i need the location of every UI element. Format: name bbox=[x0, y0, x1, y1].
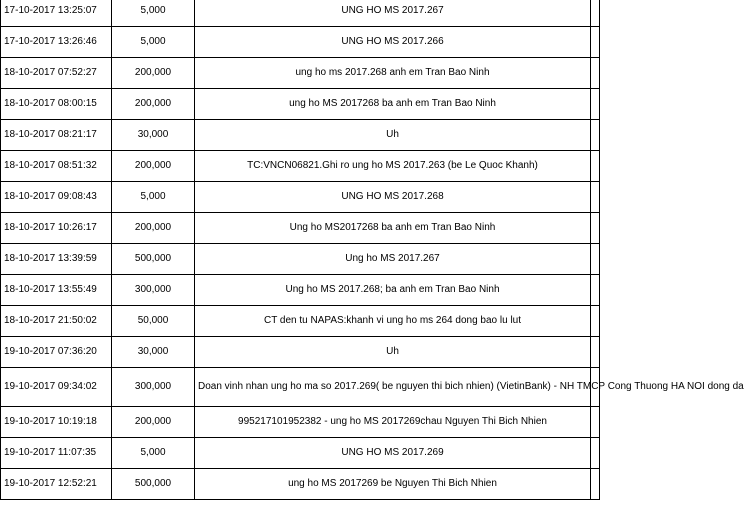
cell-date: 19-10-2017 10:19:18 bbox=[1, 407, 112, 438]
cell-description: TC:VNCN06821.Ghi ro ung ho MS 2017.263 (be Le Quoc Khanh) bbox=[195, 151, 591, 182]
cell-spacer bbox=[591, 407, 600, 438]
cell-description: UNG HO MS 2017.268 bbox=[195, 182, 591, 213]
cell-amount: 50,000 bbox=[112, 306, 195, 337]
cell-spacer bbox=[591, 244, 600, 275]
cell-date: 18-10-2017 08:00:15 bbox=[1, 89, 112, 120]
cell-amount: 200,000 bbox=[112, 151, 195, 182]
cell-date: 18-10-2017 10:26:17 bbox=[1, 213, 112, 244]
table-row bbox=[1, 151, 600, 182]
table-row bbox=[1, 306, 600, 337]
table-row bbox=[1, 368, 600, 407]
cell-description: Doan vinh nhan ung ho ma so 2017.269( be nguyen thi bich nhien) (VietinBank) - NH TMCP Cong Thuong HA NOI dong da bbox=[195, 368, 591, 407]
cell-amount: 5,000 bbox=[112, 182, 195, 213]
cell-amount: 500,000 bbox=[112, 244, 195, 275]
cell-description: Ung ho MS2017268 ba anh em Tran Bao Ninh bbox=[195, 213, 591, 244]
cell-date: 18-10-2017 13:55:49 bbox=[1, 275, 112, 306]
table-row bbox=[1, 182, 600, 213]
table-row bbox=[1, 58, 600, 89]
cell-description: UNG HO MS 2017.269 bbox=[195, 438, 591, 469]
cell-date: 18-10-2017 08:51:32 bbox=[1, 151, 112, 182]
cell-description: Ung ho MS 2017.267 bbox=[195, 244, 591, 275]
cell-spacer bbox=[591, 182, 600, 213]
cell-date: 18-10-2017 08:21:17 bbox=[1, 120, 112, 151]
cell-spacer bbox=[591, 438, 600, 469]
cell-spacer bbox=[591, 151, 600, 182]
cell-spacer bbox=[591, 58, 600, 89]
table-row bbox=[1, 469, 600, 500]
table-row bbox=[1, 275, 600, 306]
cell-amount: 5,000 bbox=[112, 27, 195, 58]
cell-amount: 500,000 bbox=[112, 469, 195, 500]
cell-spacer bbox=[591, 213, 600, 244]
cell-spacer bbox=[591, 27, 600, 58]
cell-date: 17-10-2017 13:25:07 bbox=[1, 0, 112, 27]
cell-description: 995217101952382 - ung ho MS 2017269chau Nguyen Thi Bich Nhien bbox=[195, 407, 591, 438]
cell-date: 18-10-2017 21:50:02 bbox=[1, 306, 112, 337]
table-row bbox=[1, 120, 600, 151]
cell-description: ung ho ms 2017.268 anh em Tran Bao Ninh bbox=[195, 58, 591, 89]
cell-date: 18-10-2017 09:08:43 bbox=[1, 182, 112, 213]
cell-description: ung ho MS 2017268 ba anh em Tran Bao Ninh bbox=[195, 89, 591, 120]
cell-description: Uh bbox=[195, 120, 591, 151]
cell-spacer bbox=[591, 0, 600, 27]
cell-amount: 200,000 bbox=[112, 407, 195, 438]
cell-spacer bbox=[591, 275, 600, 306]
table-row bbox=[1, 0, 600, 27]
cell-amount: 30,000 bbox=[112, 120, 195, 151]
table-row bbox=[1, 244, 600, 275]
cell-amount: 30,000 bbox=[112, 337, 195, 368]
cell-amount: 300,000 bbox=[112, 275, 195, 306]
cell-date: 19-10-2017 07:36:20 bbox=[1, 337, 112, 368]
cell-date: 19-10-2017 12:52:21 bbox=[1, 469, 112, 500]
table-row bbox=[1, 213, 600, 244]
cell-description: Ung ho MS 2017.268; ba anh em Tran Bao Ninh bbox=[195, 275, 591, 306]
transactions-body bbox=[1, 0, 744, 500]
cell-spacer bbox=[591, 469, 600, 500]
cell-date: 18-10-2017 13:39:59 bbox=[1, 244, 112, 275]
cell-date: 19-10-2017 09:34:02 bbox=[1, 368, 112, 407]
cell-amount: 200,000 bbox=[112, 213, 195, 244]
cell-amount: 300,000 bbox=[112, 368, 195, 407]
cell-amount: 200,000 bbox=[112, 58, 195, 89]
cell-spacer bbox=[591, 306, 600, 337]
cell-spacer bbox=[591, 89, 600, 120]
cell-spacer bbox=[591, 337, 600, 368]
cell-amount: 5,000 bbox=[112, 0, 195, 27]
cell-description: UNG HO MS 2017.267 bbox=[195, 0, 591, 27]
table-row bbox=[1, 407, 600, 438]
cell-description: CT den tu NAPAS:khanh vi ung ho ms 264 dong bao lu lut bbox=[195, 306, 591, 337]
cell-description: Uh bbox=[195, 337, 591, 368]
cell-date: 19-10-2017 11:07:35 bbox=[1, 438, 112, 469]
cell-description: UNG HO MS 2017.266 bbox=[195, 27, 591, 58]
cell-date: 18-10-2017 07:52:27 bbox=[1, 58, 112, 89]
table-row bbox=[1, 337, 600, 368]
cell-amount: 200,000 bbox=[112, 89, 195, 120]
cell-date: 17-10-2017 13:26:46 bbox=[1, 27, 112, 58]
table-row bbox=[1, 27, 600, 58]
table-row bbox=[1, 89, 600, 120]
cell-amount: 5,000 bbox=[112, 438, 195, 469]
table-row bbox=[1, 438, 600, 469]
cell-description: ung ho MS 2017269 be Nguyen Thi Bich Nhien bbox=[195, 469, 591, 500]
cell-spacer bbox=[591, 120, 600, 151]
